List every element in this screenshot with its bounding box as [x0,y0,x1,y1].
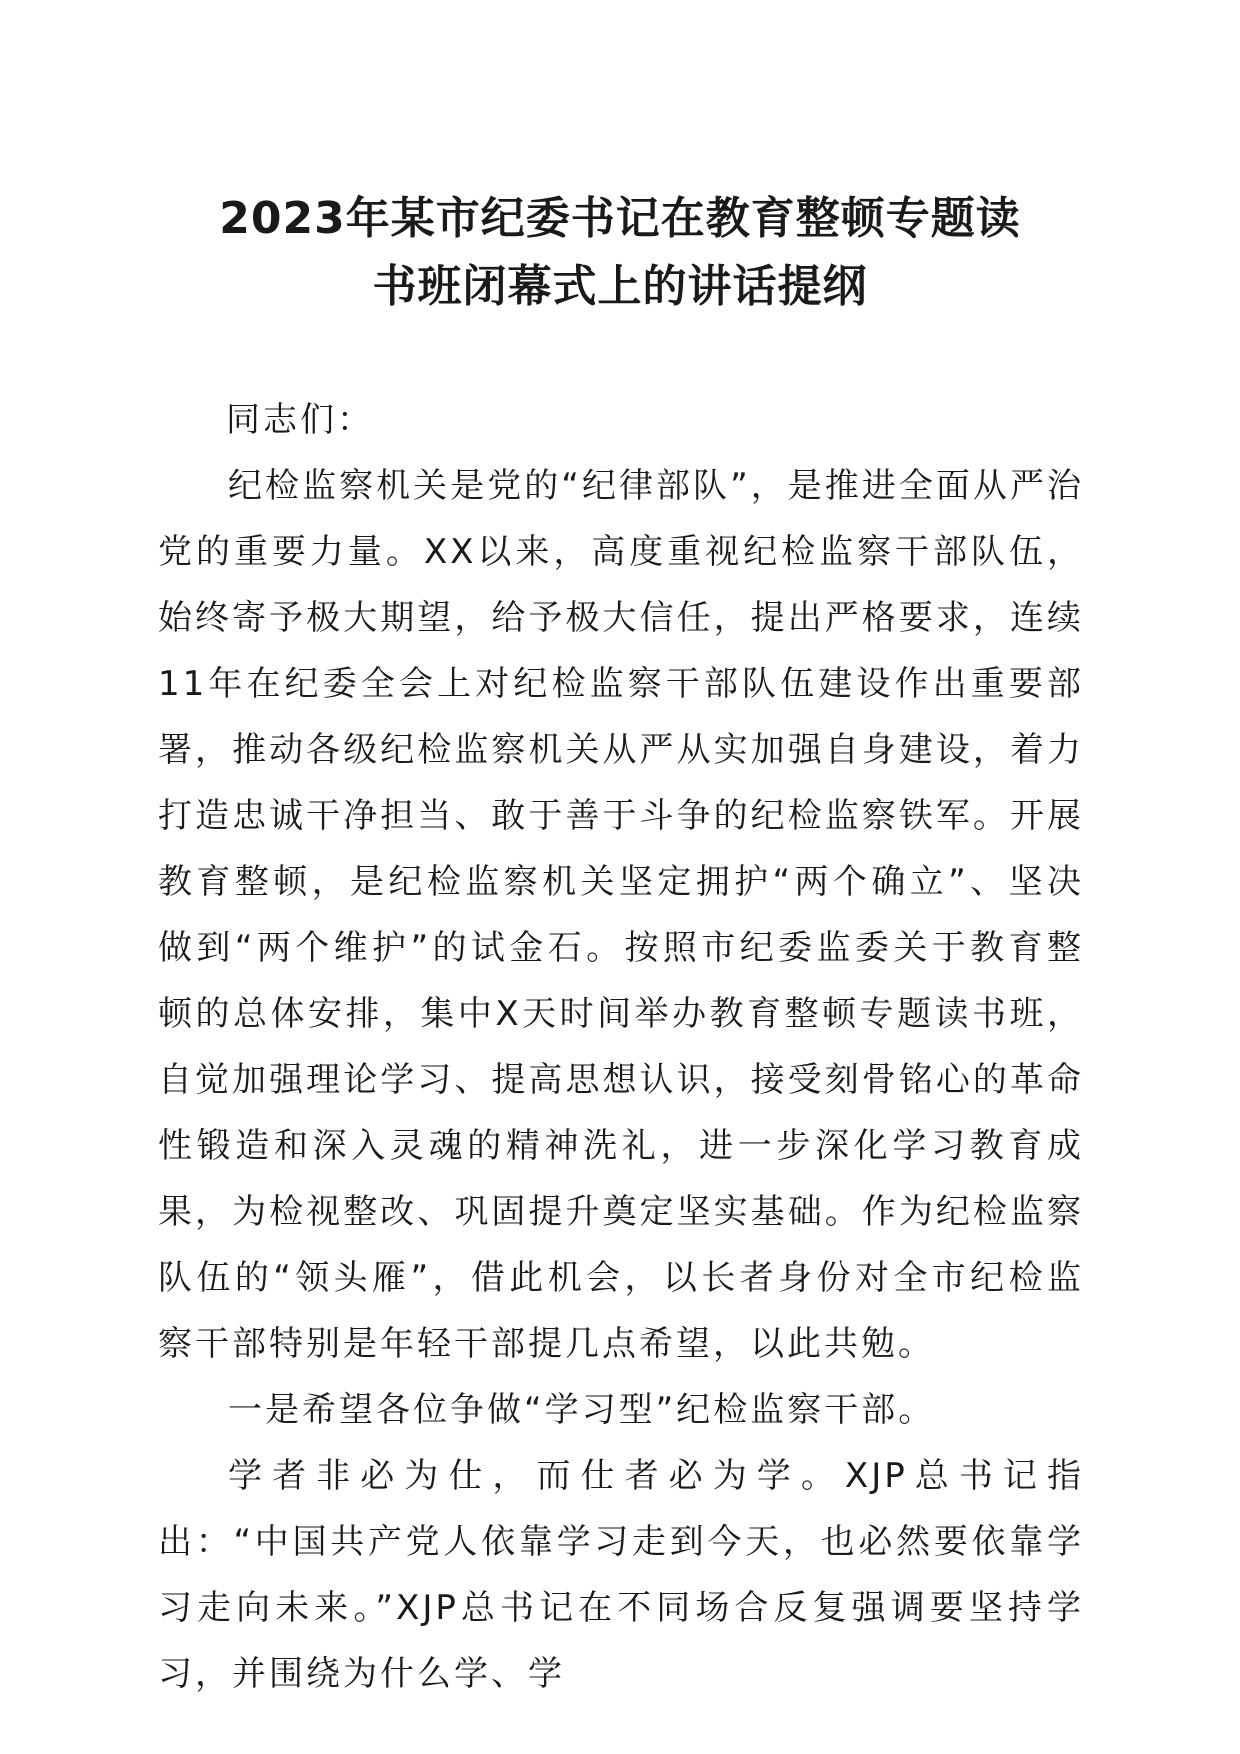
paragraph-intro: 纪检监察机关是党的“纪律部队”，是推进全面从严治党的重要力量。XX以来，高度重视纪检监察干部队伍，始终寄予极大期望，给予极大信任，提出严格要求，连续11年在纪委全会上对纪检监察干部队伍建设作出重要部署，推动各级纪检监察机关从严从实加强自身建设，着力打造忠诚干净担当、敢于善于斗争的纪检监察铁军。开展教育整顿，是纪检监察机关坚定拥护“两个确立”、坚决做到“两个维护”的试金石。按照市纪委监委关于教育整顿的总体安排，集中X天时间举办教育整顿专题读书班，自觉加强理论学习、提高思想认识，接受刻骨铭心的革命性锻造和深入灵魂的精神洗礼，进一步深化学习教育成果，为检视整改、巩固提升奠定坚实基础。作为纪检监察队伍的“领头雁”，借此机会，以长者身份对全市纪检监察干部特别是年轻干部提几点希望，以此共勉。 [158,466,1084,1364]
title-line-2: 书班闭幕式上的讲话提纲 [372,261,868,312]
paragraph-heading-1: 一是希望各位争做“学习型”纪检监察干部。 [228,1390,936,1430]
greeting: 同志们： [226,400,374,440]
document-body [158,387,1084,1707]
title-line-1: 2023年某市纪委书记在教育整顿专题读 [219,193,1021,244]
document-title [150,185,1090,321]
paragraph-study: 学者非必为仕，而仕者必为学。XJP总书记指出：“中国共产党人依靠学习走到今天，也必然要依靠学习走向未来。”XJP总书记在不同场合反复强调要坚持学习，并围绕为什么学、学 [158,1456,1084,1694]
